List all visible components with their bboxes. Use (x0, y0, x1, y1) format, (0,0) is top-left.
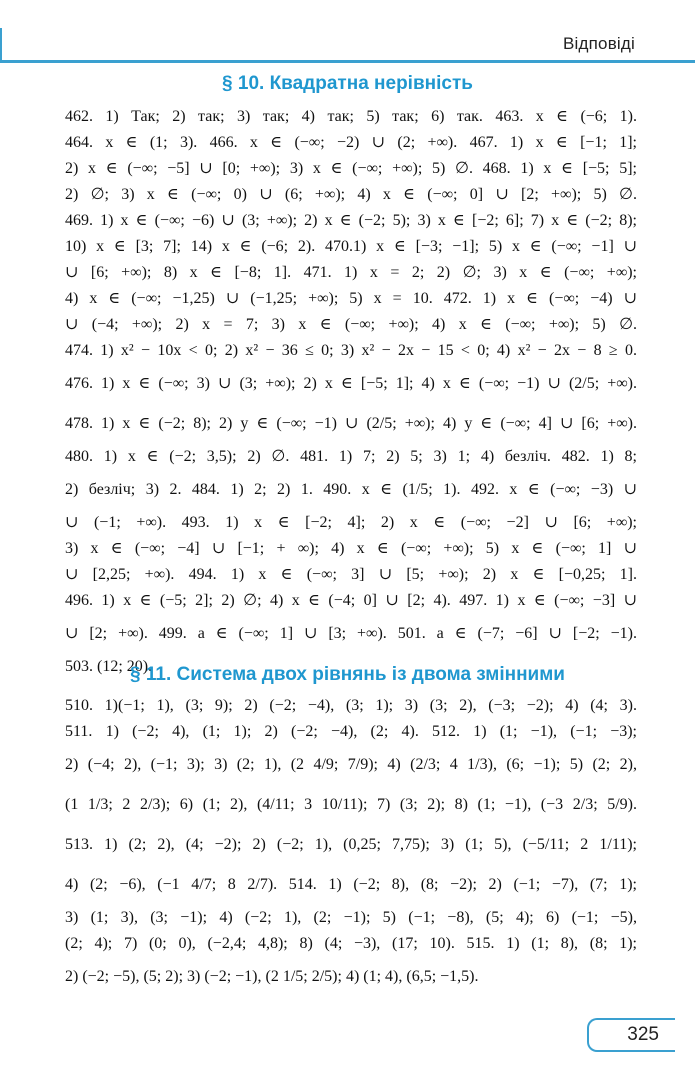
answer-line: ∪ (−1; +∞). 493. 1) x ∈ [−2; 4]; 2) x ∈ (−∞; −2] ∪ [6; +∞); (65, 514, 637, 531)
answer-line: ∪ [6; +∞); 8) x ∈ [−8; 1]. 471. 1) x = 2; 2) ∅; 3) x ∈ (−∞; +∞); (65, 264, 637, 281)
answer-line: 503. (12; 20). (65, 658, 153, 675)
answer-line: ∪ (−4; +∞); 2) x = 7; 3) x ∈ (−∞; +∞); 4) x ∈ (−∞; +∞); 5) ∅. (65, 316, 637, 333)
section-10-answers (65, 104, 637, 680)
answer-line: 496. 1) x ∈ (−5; 2]; 2) ∅; 4) x ∈ (−4; 0] ∪ [2; 4). 497. 1) x ∈ (−∞; −3] ∪ (65, 592, 637, 609)
answer-line: 511. 1) (−2; 4), (1; 1); 2) (−2; −4), (2; 4). 512. 1) (1; −1), (−1; −3); (65, 723, 637, 740)
answer-line: 478. 1) x ∈ (−2; 8); 2) y ∈ (−∞; −1) ∪ (2/5; +∞); 4) y ∈ (−∞; 4] ∪ [6; +∞). (65, 415, 637, 432)
answer-line: 4) (2; −6), (−1 4/7; 8 2/7). 514. 1) (−2; 8), (8; −2); 2) (−1; −7), (7; 1); (65, 876, 637, 893)
answer-line: 2) x ∈ (−∞; −5] ∪ [0; +∞); 3) x ∈ (−∞; +∞); 5) ∅. 468. 1) x ∈ [−5; 5]; (65, 160, 637, 177)
section-11-answers (65, 693, 637, 997)
answer-line: 480. 1) x ∈ (−2; 3,5); 2) ∅. 481. 1) 7; 2) 5; 3) 1; 4) безліч. 482. 1) 8; (65, 448, 637, 465)
answer-line: 464. x ∈ (1; 3). 466. x ∈ (−∞; −2) ∪ (2; +∞). 467. 1) x ∈ [−1; 1]; (65, 134, 637, 151)
header-edge-line (0, 28, 2, 62)
answer-line: 4) x ∈ (−∞; −1,25) ∪ (−1,25; +∞); 5) x = 10. 472. 1) x ∈ (−∞; −4) ∪ (65, 290, 637, 307)
answer-line: (2; 4); 7) (0; 0), (−2,4; 4,8); 8) (4; −3), (17; 10). 515. 1) (1; 8), (8; 1); (65, 935, 637, 952)
answer-line: 10) x ∈ [3; 7]; 14) x ∈ (−6; 2). 470.1) x ∈ [−3; −1]; 5) x ∈ (−∞; −1] ∪ (65, 238, 637, 255)
answer-line: 2) (−2; −5), (5; 2); 3) (−2; −1), (2 1/5; 2/5); 4) (1; 4), (6,5; −1,5). (65, 968, 479, 985)
answer-line: 2) ∅; 3) x ∈ (−∞; 0) ∪ (6; +∞); 4) x ∈ (−∞; 0] ∪ [2; +∞); 5) ∅. (65, 186, 637, 203)
answer-line: 476. 1) x ∈ (−∞; 3) ∪ (3; +∞); 2) x ∈ [−5; 1]; 4) x ∈ (−∞; −1) ∪ (2/5; +∞). (65, 375, 637, 392)
answer-line: 510. 1)(−1; 1), (3; 9); 2) (−2; −4), (3; 1); 3) (3; 2), (−3; −2); 4) (4; 3). (65, 697, 637, 714)
answer-line: ∪ [2,25; +∞). 494. 1) x ∈ (−∞; 3] ∪ [5; +∞); 2) x ∈ [−0,25; 1]. (65, 566, 637, 583)
answer-line: 2) (−4; 2), (−1; 3); 3) (2; 1), (2 4/9; 7/9); 4) (2/3; 4 1/3), (6; −1); 5) (2; 2), (65, 756, 637, 773)
answer-line: 513. 1) (2; 2), (4; −2); 2) (−2; 1), (0,25; 7,75); 3) (1; 5), (−5/11; 2 1/11); (65, 836, 637, 853)
answer-line: 474. 1) x² − 10x < 0; 2) x² − 36 ≤ 0; 3) x² − 2x − 15 < 0; 4) x² − 2x − 8 ≥ 0. (65, 342, 637, 359)
running-header-title: Відповіді (563, 34, 635, 53)
answer-line: ∪ [2; +∞). 499. a ∈ (−∞; 1] ∪ [3; +∞). 501. a ∈ (−7; −6] ∪ [−2; −1). (65, 625, 637, 642)
answer-line: 2) безліч; 3) 2. 484. 1) 2; 2) 1. 490. x ∈ (1/5; 1). 492. x ∈ (−∞; −3) ∪ (65, 481, 637, 498)
answer-line: (1 1/3; 2 2/3); 6) (1; 2), (4/11; 3 10/11); 7) (3; 2); 8) (1; −1), (−3 2/3; 5/9). (65, 796, 637, 813)
answer-line: 3) (1; 3), (3; −1); 4) (−2; 1), (2; −1); 5) (−1; −8), (5; 4); 6) (−1; −5), (65, 909, 637, 926)
section-title-11: § 11. Система двох рівнянь із двома змінними (130, 664, 565, 685)
answer-line: 3) x ∈ (−∞; −4] ∪ [−1; + ∞); 4) x ∈ (−∞; +∞); 5) x ∈ (−∞; 1] ∪ (65, 540, 637, 557)
answer-line: 469. 1) x ∈ (−∞; −6) ∪ (3; +∞); 2) x ∈ (−2; 5); 3) x ∈ [−2; 6]; 7) x ∈ (−2; 8); (65, 212, 637, 229)
header-rule (0, 60, 695, 63)
page-number: 325 (627, 1024, 659, 1045)
answer-line: 462. 1) Так; 2) так; 3) так; 4) так; 5) так; 6) так. 463. x ∈ (−6; 1). (65, 108, 637, 125)
section-title-10: § 10. Квадратна нерівність (222, 73, 473, 94)
running-header (0, 28, 695, 62)
